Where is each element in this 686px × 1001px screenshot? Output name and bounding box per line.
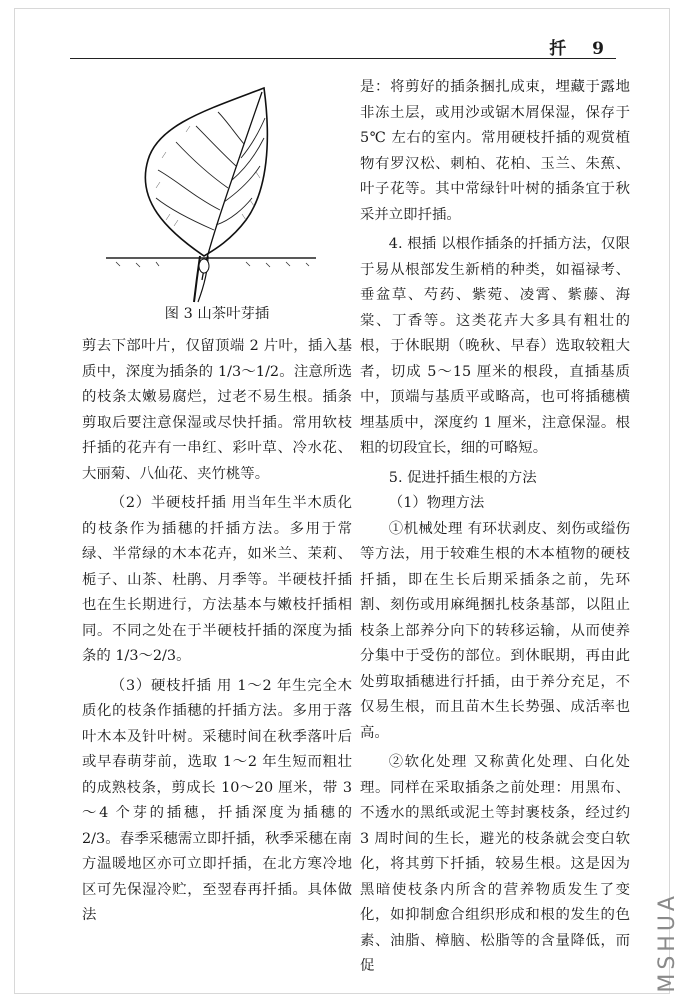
left-column (82, 334, 352, 929)
right-column (360, 75, 630, 980)
paragraph: ①机械处理 有环状剥皮、刻伤或缢伤等方法，用于较难生根的木本植物的硬枝扦插，即在生长后期采插条之前，先环割、刻伤或用麻绳捆扎枝条基部，以阻止枝条上部养分向下的转移运输，从而使养分集中于受伤的部位。到休眠期，再由此处剪取插穗进行扦插，由于养分充足，不仅易生根，而且苗木生长势强、成活率也高。 (360, 520, 630, 741)
section-heading: 5. 促进扦插生根的方法 (388, 469, 537, 486)
paragraph: ②软化处理 又称黄化处理、白化处理。同样在采取插条之前处理：用黑布、不透水的黑纸或泥土等封裹枝条，经过约 3 周时间的生长，避光的枝条就会变白软化，将其剪下扦插，较易生根。这是因为黑暗使枝条内所含的营养物质发生了变化，如抑制愈合组织形成和根的发生的色素、油脂、樟脑、松脂等的含量降低，而促 (360, 754, 630, 974)
paragraph: 是：将剪好的插条捆扎成束，埋藏于露地非冻土层，或用沙或锯木屑保湿，保存于 5℃ 左右的室内。常用硬枝扦插的观赏植物有罗汉松、刺柏、花柏、玉兰、朱蕉、叶子花等。其中常绿针叶树的插条宜于秋采并立即扦插。 (360, 79, 630, 223)
figure-caption: 图 3 山茶叶芽插 (164, 306, 270, 322)
leaf-cutting-illustration (96, 80, 326, 330)
paragraph: （2）半硬枝扦插 用当年生半木质化的枝条作为插穗的扦插方法。多用于常绿、半常绿的木本花卉，如米兰、茉莉、栀子、山茶、杜鹃、月季等。半硬枝扦插也在生长期进行，方法基本与嫩枝扦插相同。不同之处在于半硬枝扦插的深度为插条的 1/3～2/3。 (82, 495, 352, 664)
watermark: MSHUA (655, 892, 680, 993)
paragraph: （3）硬枝扦插 用 1～2 年生完全木质化的枝条作插穗的扦插方法。多用于落叶木本及针叶树。采穗时间在秋季落叶后或早春萌芽前，选取 1～2 年生短而粗壮的成熟枝条，剪成长 10～20 厘米，带 3～4 个芽的插穗，扦插深度为插穗的 2/3。春季采穗需立即扦插，秋季采穗在南方温暖地区亦可立即扦插，在北方寒冷地区可先保湿冷贮，至翌春再扦插。具体做法 (82, 677, 352, 923)
paragraph: 剪去下部叶片，仅留顶端 2 片叶，插入基质中，深度为插条的 1/3～1/2。注意所选的枝条太嫩易腐烂，过老不易生根。插条剪取后要注意保湿或尽快扦插。常用软枝扦插的花卉有一串红、彩叶草、冷水花、大丽菊、八仙花、夹竹桃等。 (82, 338, 352, 482)
page-label: 扦 9 (549, 39, 614, 59)
subsection-heading: （1）物理方法 (388, 495, 485, 511)
paragraph: 4. 根插 以根作插条的扦插方法，仅限于易从根部发生新梢的种类，如福禄考、垂盆草、芍药、紫菀、凌霄、紫藤、海棠、丁香等。这类花卉大多具有粗壮的根，于休眠期（晚秋、早春）选取较粗大者，切成 5～15 厘米的根段，直插基质中，顶端与基质平或略高，也可将插穗横埋基质中，深度约 1 厘米，注意保湿。根粗的切段宜长，细的可略短。 (360, 236, 630, 456)
running-header (70, 22, 616, 59)
